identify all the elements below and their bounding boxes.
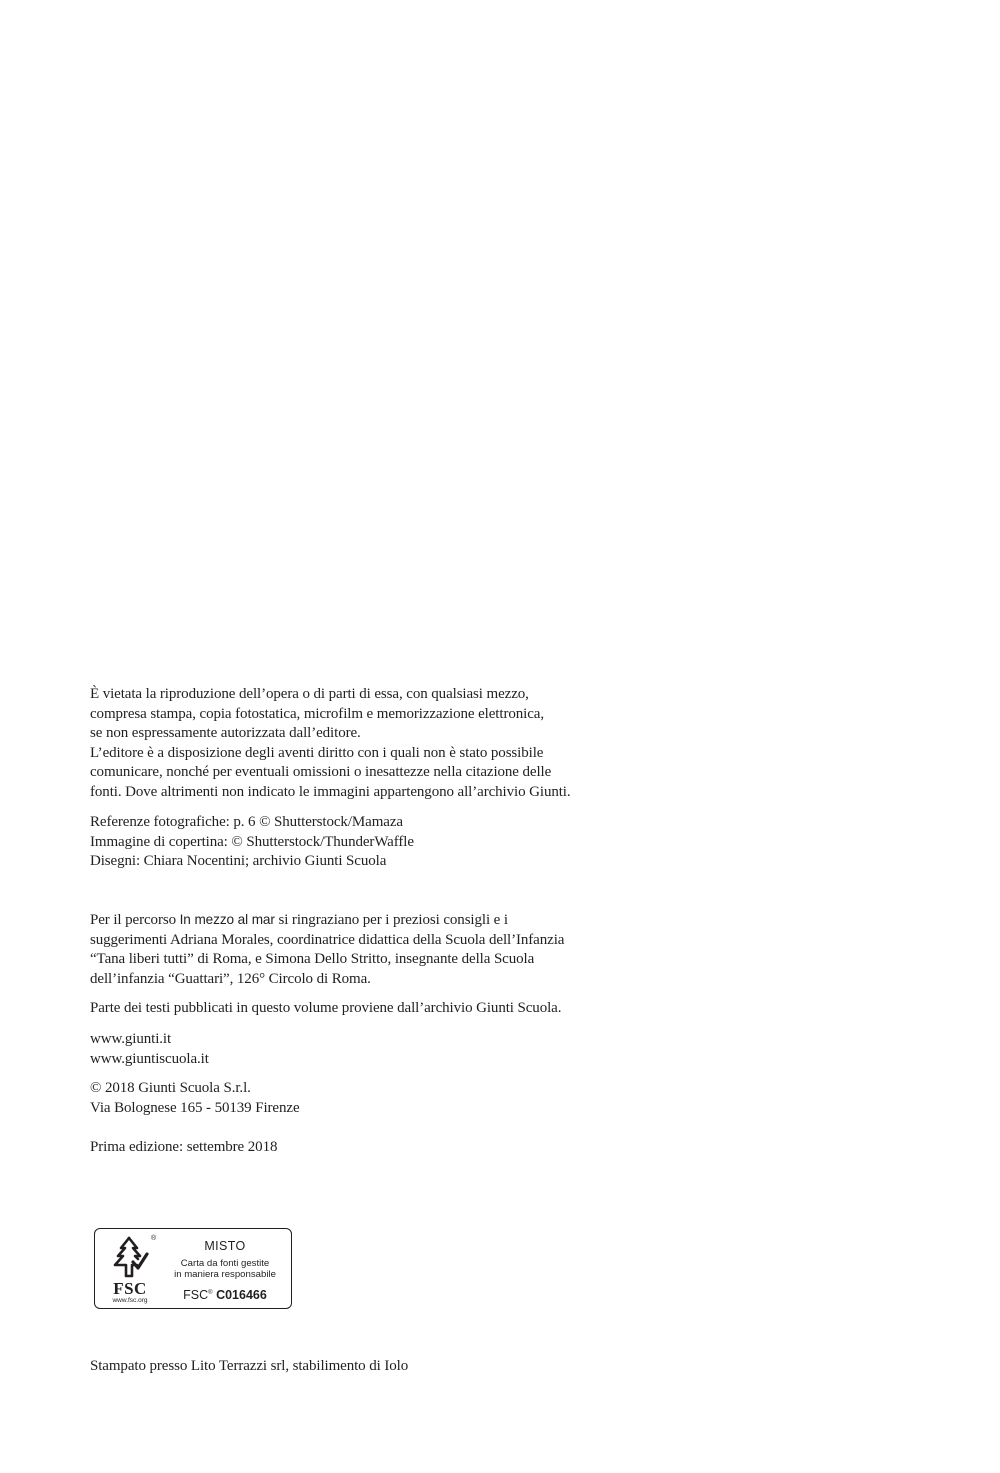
acknowledgements-text: Per il percorso xyxy=(90,912,180,928)
fsc-description-line: in maniera responsabile xyxy=(174,1269,276,1281)
fsc-website: www.fsc.org xyxy=(112,1297,148,1304)
acknowledgements-text: si ringraziano per i preziosi consigli e i xyxy=(274,912,508,928)
publisher-address: Via Bolognese 165 - 50139 Firenze xyxy=(90,1099,300,1116)
acknowledgements-line xyxy=(90,910,650,931)
credit-line: Immagine di copertina: © Shutterstock/ThunderWaffle xyxy=(90,833,414,850)
rights-notice-line: È vietata la riproduzione dell’opera o di parti di essa, con qualsiasi mezzo, xyxy=(90,686,529,702)
fsc-description-line: Carta da fonti gestite xyxy=(180,1258,270,1269)
edition-info xyxy=(90,1138,650,1158)
rights-notice-line: L’editore è a disposizione degli aventi diritto con i quali non è stato possibile xyxy=(90,744,544,761)
acknowledgements-line: suggerimenti Adriana Morales, coordinatrice didattica della Scuola dell’Infanzia xyxy=(90,931,565,948)
acknowledgements-line: “Tana liberi tutti” di Roma, e Simona Dello Stritto, insegnante della Scuola xyxy=(90,951,535,968)
fsc-label xyxy=(94,1228,292,1309)
fsc-code-prefix: FSC xyxy=(183,1288,209,1303)
archive-note xyxy=(90,999,650,1019)
fsc-code-registered-mark: ® xyxy=(208,1290,213,1297)
printer-info xyxy=(90,1357,650,1377)
rights-notice-line: fonti. Dove altrimenti non indicato le immagini appartengono all’archivio Giunti. xyxy=(90,783,571,800)
fsc-tree-check-icon xyxy=(109,1235,149,1279)
acknowledgements-line: dell’infanzia “Guattari”, 126° Circolo di Roma. xyxy=(90,970,371,987)
acknowledgements xyxy=(90,910,650,989)
archive-note-text: Parte dei testi pubblicati in questo volume proviene dall’archivio Giunti Scuola. xyxy=(90,1000,562,1016)
rights-notice xyxy=(90,685,650,803)
publisher-info xyxy=(90,1079,650,1118)
credit-line: Referenze fotografiche: p. 6 © Shutterstock/Mamaza xyxy=(90,814,403,830)
fsc-description xyxy=(161,1258,289,1280)
fsc-logo xyxy=(101,1233,157,1305)
website-link-giuntiscuola[interactable]: www.giuntiscuola.it xyxy=(90,1050,209,1067)
copyright-line: © 2018 Giunti Scuola S.r.l. xyxy=(90,1080,251,1096)
fsc-code-number: C016466 xyxy=(216,1288,267,1303)
website-link-giunti[interactable]: www.giunti.it xyxy=(90,1031,172,1047)
fsc-details xyxy=(161,1239,289,1302)
course-title: In mezzo al mar xyxy=(179,912,275,927)
fsc-license-code xyxy=(161,1286,289,1302)
printer-line: Stampato presso Lito Terrazzi srl, stabilimento di Iolo xyxy=(90,1358,409,1374)
fsc-category: MISTO xyxy=(204,1239,246,1253)
rights-notice-line: comunicare, nonché per eventuali omissioni o inesattezze nella citazione delle xyxy=(90,764,552,781)
edition-line: Prima edizione: settembre 2018 xyxy=(90,1139,278,1155)
credit-line: Disegni: Chiara Nocentini; archivio Giunti Scuola xyxy=(90,853,387,870)
websites xyxy=(90,1030,650,1069)
rights-notice-line: se non espressamente autorizzata dall’editore. xyxy=(90,725,361,742)
fsc-registered-mark: ® xyxy=(151,1235,157,1242)
image-credits xyxy=(90,813,650,872)
fsc-logo-text: FSC xyxy=(113,1279,147,1298)
rights-notice-line: compresa stampa, copia fotostatica, microfilm e memorizzazione elettronica, xyxy=(90,705,544,722)
